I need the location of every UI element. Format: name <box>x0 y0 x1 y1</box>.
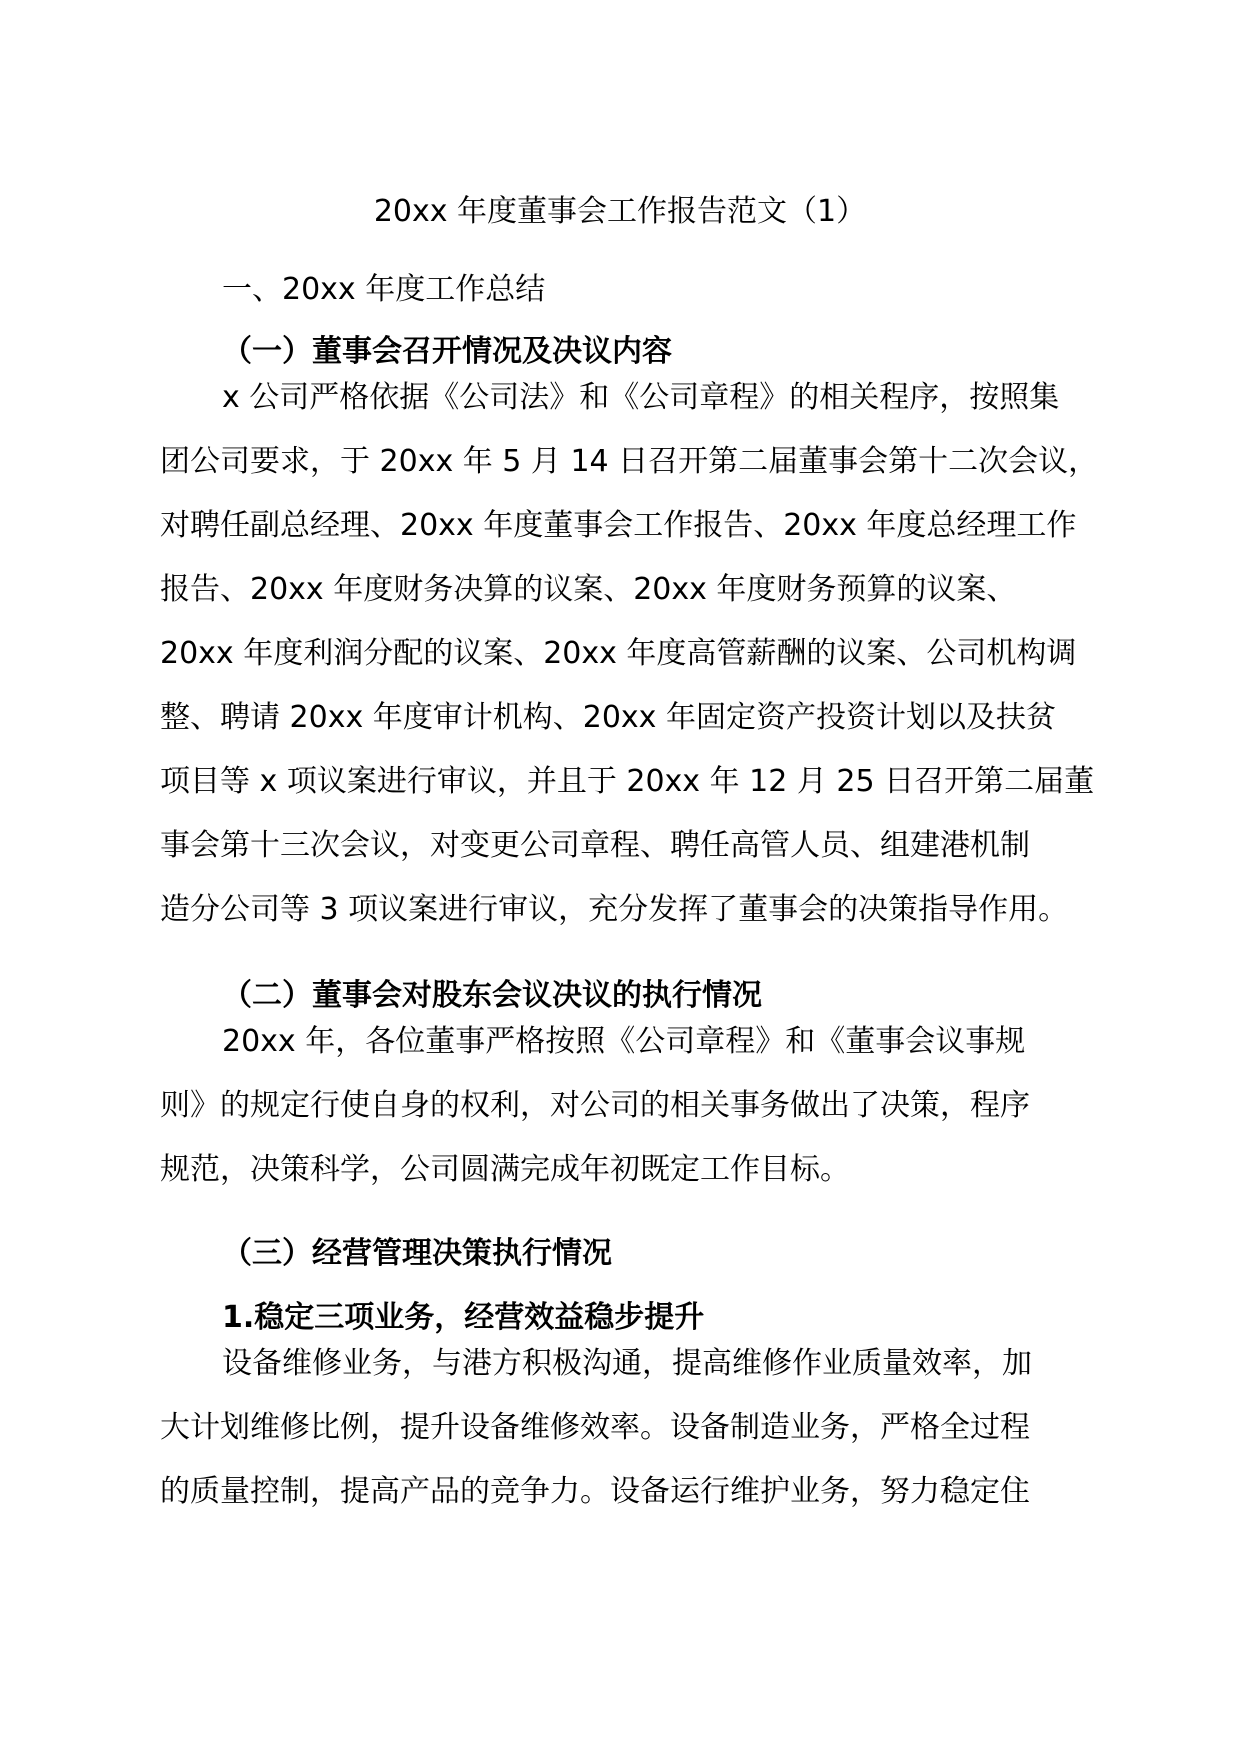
paragraph-1 <box>160 366 1100 942</box>
paragraph-line: 事会第十三次会议，对变更公司章程、聘任高管人员、组建港机制 <box>160 828 1030 863</box>
paragraph-line: 大计划维修比例，提升设备维修效率。设备制造业务，严格全过程 <box>160 1410 1030 1445</box>
subsection-heading-1: （一）董事会召开情况及决议内容 <box>222 334 672 369</box>
document-title: 20xx 年度董事会工作报告范文（1） <box>373 194 867 229</box>
paragraph-line: 报告、20xx 年度财务决算的议案、20xx 年度财务预算的议案、 <box>160 572 1017 607</box>
paragraph-line: 项目等 x 项议案进行审议，并且于 20xx 年 12 月 25 日召开第二届董 <box>160 764 1095 799</box>
paragraph-line: 对聘任副总经理、20xx 年度董事会工作报告、20xx 年度总经理工作 <box>160 508 1077 543</box>
paragraph-line: 20xx 年度利润分配的议案、20xx 年度高管薪酬的议案、公司机构调 <box>160 636 1077 671</box>
paragraph-line: 规范，决策科学，公司圆满完成年初既定工作目标。 <box>160 1152 850 1187</box>
subsection-heading-3-1: 1.稳定三项业务，经营效益稳步提升 <box>222 1300 705 1335</box>
paragraph-line: 则》的规定行使自身的权利，对公司的相关事务做出了决策，程序 <box>160 1088 1030 1123</box>
paragraph-line: x 公司严格依据《公司法》和《公司章程》的相关程序，按照集 <box>222 380 1060 415</box>
section-heading: 一、20xx 年度工作总结 <box>222 272 546 307</box>
paragraph-2 <box>160 1010 1100 1202</box>
subsection-heading-2: （二）董事会对股东会议决议的执行情况 <box>222 978 762 1013</box>
paragraph-line: 团公司要求，于 20xx 年 5 月 14 日召开第二届董事会第十二次会议， <box>160 444 1099 479</box>
paragraph-3 <box>160 1332 1100 1524</box>
paragraph-line: 整、聘请 20xx 年度审计机构、20xx 年固定资产投资计划以及扶贫 <box>160 700 1056 735</box>
paragraph-line: 设备维修业务，与港方积极沟通，提高维修作业质量效率，加 <box>222 1346 1032 1381</box>
paragraph-line: 的质量控制，提高产品的竞争力。设备运行维护业务，努力稳定住 <box>160 1474 1030 1509</box>
paragraph-line: 20xx 年，各位董事严格按照《公司章程》和《董事会议事规 <box>222 1024 1026 1059</box>
subsection-heading-3: （三）经营管理决策执行情况 <box>222 1236 612 1271</box>
paragraph-line: 造分公司等 3 项议案进行审议，充分发挥了董事会的决策指导作用。 <box>160 892 1069 927</box>
